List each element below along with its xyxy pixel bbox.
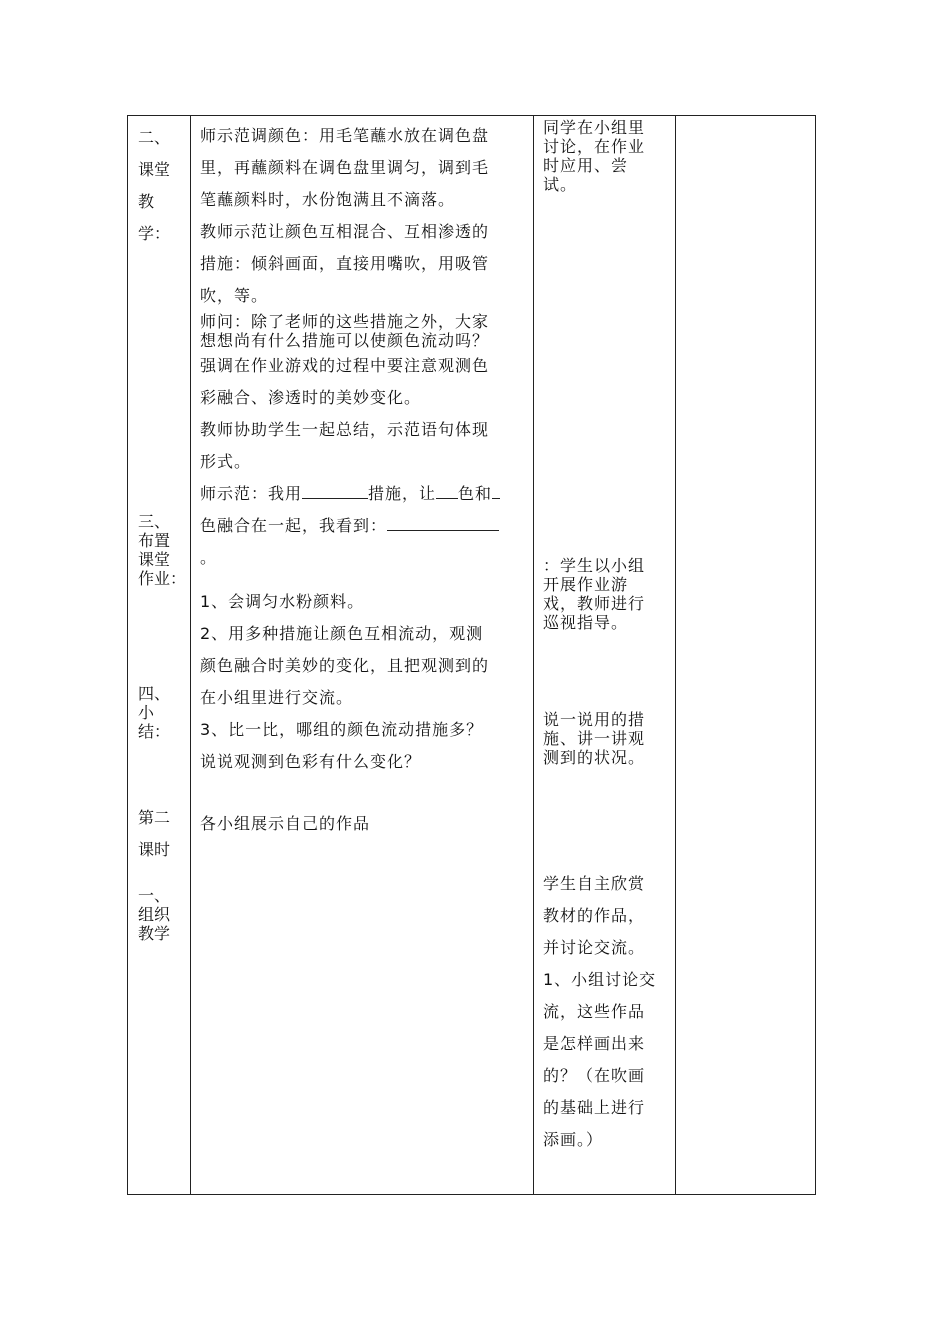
text-line: 措施：倾斜画面，直接用嘴吹，用吸管 [200,254,490,273]
teacher-activity-column [200,120,528,840]
text-fragment: 色融合在一起，我看到： [200,516,388,535]
text-line: 颜色融合时美妙的变化，且把观测到的 [200,656,490,675]
lesson-plan-table [127,115,816,1195]
text-line: 试。 [543,175,578,194]
fill-in-sentence [200,478,528,510]
text-line: 说说观测到色彩有什么变化？ [200,752,422,771]
text-line: 形式。 [200,452,252,471]
text-line: 1、小组讨论交 [543,970,657,989]
text-line: 教材的作品， [543,906,646,925]
text-fragment: 措施，让 [368,484,437,503]
heading-line: 二、 [138,128,171,147]
text-line: 测到的状况。 [543,748,646,767]
text-line: 师问：除了老师的这些措施之外，大家 [200,312,490,331]
text-line: 3、比一比，哪组的颜色流动措施多？ [200,720,484,739]
heading-line: 学： [138,224,171,243]
blank-line [302,480,368,499]
student-block-2 [543,556,645,632]
text-fragment: 师示范：我用 [200,484,303,503]
heading-line: 教 [138,192,155,211]
heading-line: 布置 [138,531,171,550]
text-line: 师示范调颜色：用毛笔蘸水放在调色盘 [200,126,490,145]
section-5-heading [138,802,170,866]
text-line: 时应用、尝 [543,156,629,175]
student-block-1 [543,118,671,194]
text-line: ：学生以小组 [543,556,646,575]
notes-column [676,116,815,1194]
text-fragment: 色和 [458,484,493,503]
text-line: 讨论，在作业 [543,137,646,156]
text-line: 巡视指导。 [543,613,629,632]
section-3-heading [138,512,186,588]
blank-line [387,512,499,531]
heading-line: 组织 [138,905,171,924]
text-line: 。 [200,548,218,567]
student-block-3 [543,710,645,767]
text-line: 在小组里进行交流。 [200,688,354,707]
text-line: 彩融合、渗透时的美妙变化。 [200,388,422,407]
heading-line: 小 [138,703,155,722]
text-line: 同学在小组里 [543,118,646,137]
section-6-heading [138,886,170,943]
heading-line: 第二 [138,808,171,827]
column-divider [533,116,534,1194]
text-line: 施、讲一讲观 [543,729,646,748]
heading-line: 课堂 [138,550,171,569]
text-line: 各小组展示自己的作品 [200,814,371,833]
section-4-heading [138,684,170,741]
text-line: 2、用多种措施让颜色互相流动，观测 [200,624,484,643]
text-line: 教师协助学生一起总结，示范语句体现 [200,420,490,439]
text-line: 开展作业游 [543,575,629,594]
heading-line: 作业： [138,569,187,588]
section-2-heading [138,122,170,250]
heading-line: 课堂 [138,160,171,179]
text-line: 里，再蘸颜料在调色盘里调匀，调到毛 [200,158,490,177]
text-line: 并讨论交流。 [543,938,646,957]
student-activity-column [543,118,671,1149]
text-line: 流，这些作品 [543,1002,646,1021]
heading-line: 结： [138,722,171,741]
heading-line: 四、 [138,684,171,703]
blank-line [436,480,458,499]
column-divider [190,116,191,1194]
text-line: 想想尚有什么措施可以使颜色流动吗？ [200,331,490,350]
text-line: 笔蘸颜料时，水份饱满且不滴落。 [200,190,456,209]
text-line: 说一说用的措 [543,710,646,729]
heading-line: 课时 [138,840,171,859]
text-line: 的？（在吹画 [543,1066,646,1085]
text-line: 戏，教师进行 [543,594,646,613]
text-line: 的基础上进行 [543,1098,646,1117]
blank-line [492,480,500,499]
text-line: 添画。） [543,1130,604,1149]
heading-line: 一、 [138,886,171,905]
text-line: 强调在作业游戏的过程中要注意观测色 [200,356,490,375]
heading-line: 教学 [138,924,171,943]
text-line: 是怎样画出来 [543,1034,646,1053]
text-line: 学生自主欣赏 [543,874,646,893]
heading-line: 三、 [138,512,171,531]
student-block-4 [543,868,656,1156]
text-line: 教师示范让颜色互相混合、互相渗透的 [200,222,490,241]
fill-in-sentence-2 [200,510,528,542]
text-line: 1、会调匀水粉颜料。 [200,592,365,611]
text-line: 吹，等。 [200,286,269,305]
